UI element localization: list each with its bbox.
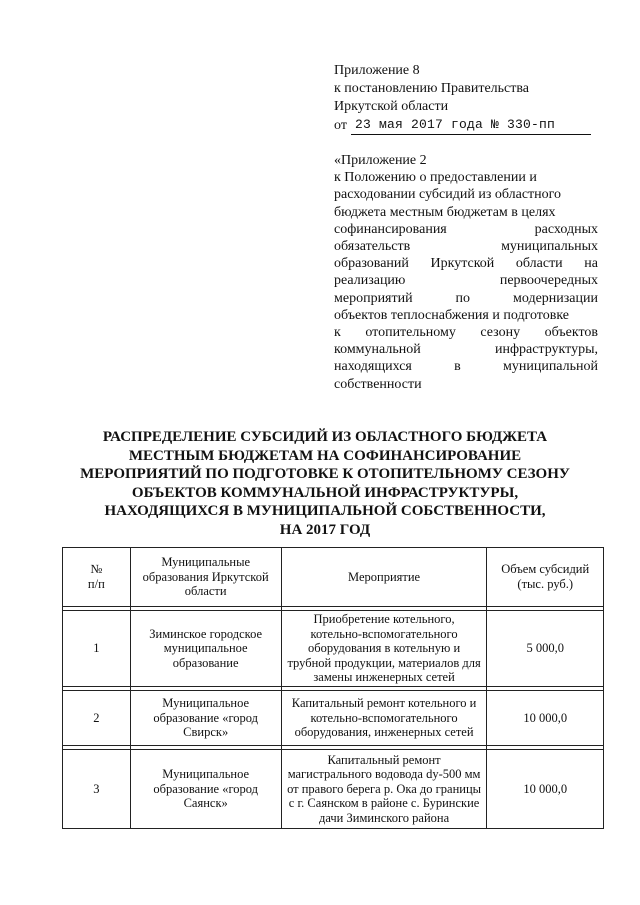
table-row xyxy=(63,750,604,829)
subsidies-table xyxy=(62,547,604,829)
regulation-line xyxy=(334,272,598,289)
cell-measure xyxy=(281,750,487,829)
header-municipality xyxy=(130,548,281,607)
regulation-word: находящихся xyxy=(334,359,412,375)
regulation-line xyxy=(334,324,598,341)
date-prefix: от xyxy=(334,118,347,133)
regulation-word: муниципальной xyxy=(502,359,598,375)
appendix-date-line xyxy=(334,116,604,135)
regulation-word: муниципальных xyxy=(501,239,598,255)
regulation-line: собственности xyxy=(334,376,422,392)
cell-line: оборудования в котельную и xyxy=(307,641,461,656)
header-num xyxy=(63,548,131,607)
date-stamp: 23 мая 2017 года № 330-пп xyxy=(351,116,591,135)
regulation-line xyxy=(334,358,598,375)
cell-line: области xyxy=(184,584,227,599)
appendix-resolution: к постановлению Правительства xyxy=(334,81,530,96)
table-row xyxy=(63,611,604,687)
cell-line: Зиминское городское xyxy=(149,626,263,641)
regulation-word: модернизации xyxy=(512,290,598,306)
regulation-word: расходных xyxy=(534,221,598,237)
cell-line: от правого берега р. Ока до границы xyxy=(287,781,482,796)
cell-line: Муниципальное xyxy=(162,696,250,711)
header-amount xyxy=(487,548,604,607)
cell-line: Мероприятие xyxy=(348,569,421,584)
cell-line: котельно-вспомогательного xyxy=(310,626,458,641)
regulation-line xyxy=(334,290,598,307)
regulation-line: бюджета местным бюджетам в целях xyxy=(334,204,556,220)
regulation-word: области xyxy=(515,256,563,272)
regulation-line xyxy=(334,238,598,255)
cell-line: котельно-вспомогательного xyxy=(310,710,458,725)
cell-line: Объем субсидий xyxy=(501,562,590,577)
cell-line: Приобретение котельного, xyxy=(313,612,455,627)
header-measure xyxy=(281,548,487,607)
title-line: МЕСТНЫМ БЮДЖЕТАМ НА СОФИНАНСИРОВАНИЕ xyxy=(128,447,522,464)
regulation-word: софинансирования xyxy=(334,221,447,237)
cell-line: муниципальное xyxy=(163,641,248,656)
regulation-line xyxy=(334,341,598,358)
cell-line: дачи Зиминского района xyxy=(318,810,450,825)
regulation-word: по xyxy=(455,290,471,306)
regulation-word: коммунальной xyxy=(334,342,421,358)
cell-line: магистрального водовода dy-500 мм xyxy=(287,767,481,782)
appendix-region: Иркутской области xyxy=(334,99,449,114)
cell-amount: 10 000,0 xyxy=(487,691,604,746)
cell-line: № xyxy=(90,562,103,577)
regulation-line xyxy=(334,255,598,272)
regulation-word: объектов xyxy=(544,325,598,341)
cell-line: трубной продукции, материалов для xyxy=(287,655,481,670)
cell-line: Муниципальные xyxy=(161,555,251,570)
cell-municipality xyxy=(130,750,281,829)
regulation-word: мероприятий xyxy=(334,290,413,306)
regulation-word: образований xyxy=(334,256,409,272)
regulation-line: объектов теплоснабжения и подготовке xyxy=(334,307,569,323)
regulation-word: отопительному xyxy=(365,325,456,341)
cell-line: Саянск» xyxy=(183,796,228,811)
cell-line: Капитальный ремонт xyxy=(327,752,441,767)
regulation-word: в xyxy=(454,359,461,375)
cell-line: образование «город xyxy=(153,781,259,796)
regulation-word: реализацию xyxy=(334,273,406,289)
regulation-reference xyxy=(334,152,598,393)
cell-line: п/п xyxy=(87,577,105,591)
cell-line: образования Иркутской xyxy=(142,569,269,584)
regulation-line: «Приложение 2 xyxy=(334,153,427,168)
regulation-word: обязательств xyxy=(334,239,411,255)
cell-num: 1 xyxy=(63,611,131,687)
table-row xyxy=(63,691,604,746)
regulation-word: на xyxy=(584,256,598,272)
cell-line: с г. Саянском в районе с. Буринские xyxy=(288,796,480,811)
regulation-line xyxy=(334,221,598,238)
cell-num: 3 xyxy=(63,750,131,829)
cell-line: Капитальный ремонт котельного и xyxy=(291,696,477,711)
cell-line: образование xyxy=(172,655,239,670)
cell-line: Муниципальное xyxy=(162,767,250,782)
title-line: НА 2017 ГОД xyxy=(279,521,371,538)
regulation-line: к Положению о предоставлении и xyxy=(334,170,537,186)
cell-amount: 5 000,0 xyxy=(487,611,604,687)
appendix-block xyxy=(334,62,604,135)
regulation-word: инфраструктуры, xyxy=(494,342,598,358)
table-header-row xyxy=(63,548,604,607)
cell-measure xyxy=(281,611,487,687)
regulation-word: сезону xyxy=(480,325,521,341)
document-title xyxy=(60,428,590,539)
cell-amount: 10 000,0 xyxy=(487,750,604,829)
title-line: МЕРОПРИЯТИЙ ПО ПОДГОТОВКЕ К ОТОПИТЕЛЬНОМУ СЕЗОНУ xyxy=(80,466,570,482)
title-line: ОБЪЕКТОВ КОММУНАЛЬНОЙ ИНФРАСТРУКТУРЫ, xyxy=(131,484,519,501)
cell-municipality xyxy=(130,691,281,746)
regulation-line: расходовании субсидий из областного xyxy=(334,187,562,203)
cell-line: образование «город xyxy=(153,710,259,725)
appendix-number: Приложение 8 xyxy=(334,63,420,78)
cell-measure xyxy=(281,691,487,746)
title-line: РАСПРЕДЕЛЕНИЕ СУБСИДИЙ ИЗ ОБЛАСТНОГО БЮДЖЕТА xyxy=(102,429,548,445)
regulation-word: к xyxy=(334,325,341,341)
cell-municipality xyxy=(130,611,281,687)
cell-line: (тыс. руб.) xyxy=(517,577,574,591)
title-line: НАХОДЯЩИХСЯ В МУНИЦИПАЛЬНОЙ СОБСТВЕННОСТИ, xyxy=(104,503,546,519)
regulation-word: первоочередных xyxy=(499,273,598,289)
cell-line: оборудования, инженерных сетей xyxy=(294,725,474,740)
cell-num: 2 xyxy=(63,691,131,746)
cell-line: Свирск» xyxy=(183,725,229,740)
cell-line: замены инженерных сетей xyxy=(313,670,455,685)
regulation-word: Иркутской xyxy=(430,256,495,272)
